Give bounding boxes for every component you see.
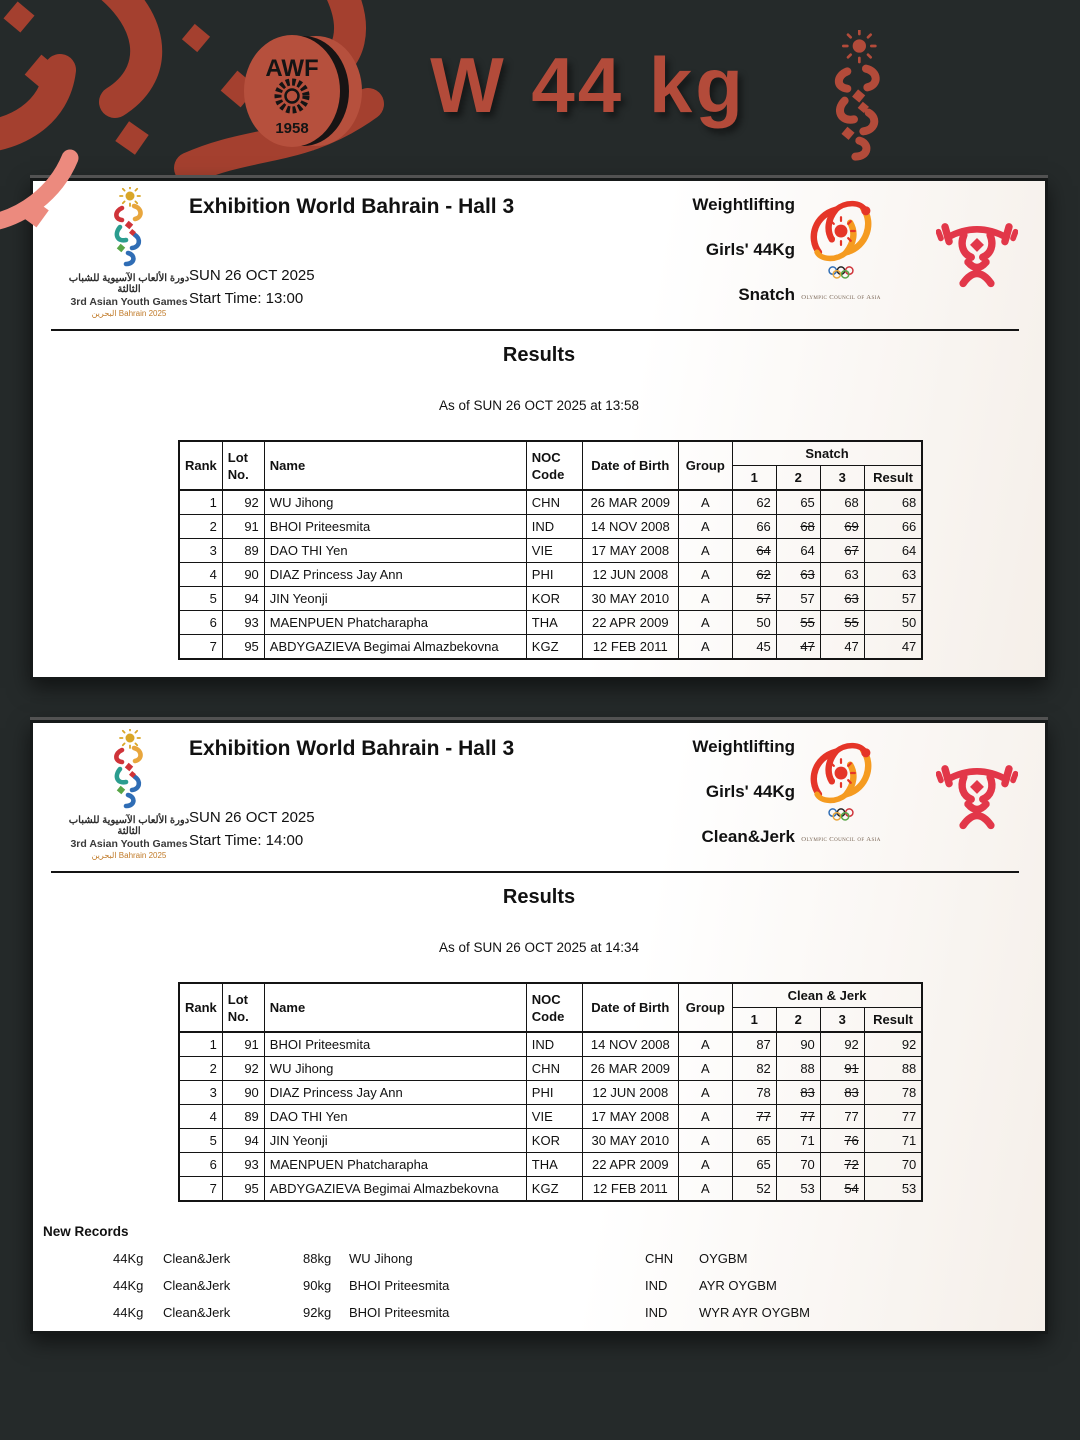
- dob-cell: 17 MAY 2008: [582, 539, 678, 563]
- noc-cell: PHI: [526, 1081, 582, 1105]
- phase-label: Snatch: [738, 285, 795, 304]
- header-divider: [51, 329, 1019, 331]
- dob-cell: 12 JUN 2008: [582, 563, 678, 587]
- attempt-cell-1: 57: [732, 587, 776, 611]
- header-band: [0, 0, 1080, 178]
- record-records: WYR AYR OYGBM: [699, 1305, 810, 1320]
- results-sheet-cleanjerk: [30, 720, 1048, 1334]
- games-caption-sub: البحرين Bahrain 2025: [91, 851, 167, 860]
- record-records: AYR OYGBM: [699, 1278, 777, 1293]
- col-header-attempt-3: 3: [820, 466, 864, 491]
- result-cell: 47: [864, 635, 922, 660]
- attempt-cell-1: 87: [732, 1032, 776, 1057]
- sport-label: Weightlifting: [692, 737, 795, 756]
- attempt-cell-3: 68: [820, 490, 864, 515]
- name-cell: BHOI Priteesmita: [264, 515, 526, 539]
- lot-cell: 90: [222, 1081, 264, 1105]
- attempt-cell-1: 82: [732, 1057, 776, 1081]
- attempt-cell-3: 63: [820, 587, 864, 611]
- result-cell: 50: [864, 611, 922, 635]
- result-cell: 88: [864, 1057, 922, 1081]
- table-row: [179, 1032, 922, 1057]
- name-cell: MAENPUEN Phatcharapha: [264, 1153, 526, 1177]
- attempt-cell-3: 69: [820, 515, 864, 539]
- dob-cell: 30 MAY 2010: [582, 587, 678, 611]
- record-name: BHOI Priteesmita: [349, 1305, 450, 1320]
- attempt-cell-3: 91: [820, 1057, 864, 1081]
- noc-cell: IND: [526, 1032, 582, 1057]
- oca-caption: Olympic Council of Asia: [801, 836, 881, 843]
- group-cell: A: [678, 587, 732, 611]
- name-cell: WU Jihong: [264, 490, 526, 515]
- sport-label: Weightlifting: [692, 195, 795, 214]
- record-name: WU Jihong: [349, 1251, 413, 1266]
- header-divider: [51, 871, 1019, 873]
- record-row: [113, 1278, 1045, 1293]
- col-header-dob: Date of Birth: [582, 983, 678, 1032]
- rank-cell: 2: [179, 515, 222, 539]
- col-header-lot: Lot No.: [222, 441, 264, 490]
- name-cell: DAO THI Yen: [264, 1105, 526, 1129]
- attempt-cell-2: 83: [776, 1081, 820, 1105]
- attempt-cell-2: 70: [776, 1153, 820, 1177]
- attempt-cell-1: 62: [732, 563, 776, 587]
- group-cell: A: [678, 1129, 732, 1153]
- name-cell: JIN Yeonji: [264, 587, 526, 611]
- col-header-group: Group: [678, 441, 732, 490]
- col-header-rank: Rank: [179, 983, 222, 1032]
- col-header-group: Group: [678, 983, 732, 1032]
- noc-cell: VIE: [526, 1105, 582, 1129]
- dob-cell: 14 NOV 2008: [582, 1032, 678, 1057]
- venue-title: Exhibition World Bahrain - Hall 3: [189, 737, 515, 760]
- rank-cell: 2: [179, 1057, 222, 1081]
- rank-cell: 6: [179, 1153, 222, 1177]
- group-cell: A: [678, 1057, 732, 1081]
- col-header-attempt-3: 3: [820, 1008, 864, 1033]
- event-label: Girls' 44Kg: [705, 240, 795, 259]
- name-cell: DAO THI Yen: [264, 539, 526, 563]
- rank-cell: 4: [179, 1105, 222, 1129]
- oca-caption: Olympic Council of Asia: [801, 294, 881, 301]
- attempt-cell-2: 53: [776, 1177, 820, 1202]
- results-table-cleanjerk: [178, 982, 923, 1202]
- dob-cell: 17 MAY 2008: [582, 1105, 678, 1129]
- attempt-cell-1: 65: [732, 1129, 776, 1153]
- col-header-lot: Lot No.: [222, 983, 264, 1032]
- table-row: [179, 1177, 922, 1202]
- event-date: SUN 26 OCT 2025: [189, 809, 315, 826]
- table-row: [179, 635, 922, 660]
- weight-class-title: W 44 kg: [430, 41, 746, 129]
- lot-cell: 93: [222, 611, 264, 635]
- record-weight-class: 44Kg: [113, 1278, 144, 1293]
- col-header-result: Result: [864, 466, 922, 491]
- col-header-attempt-2: 2: [776, 466, 820, 491]
- results-table-snatch: [178, 440, 923, 660]
- weightlifter-pictogram-icon: [936, 749, 1018, 838]
- start-time: Start Time: 14:00: [189, 832, 304, 849]
- name-cell: DIAZ Princess Jay Ann: [264, 1081, 526, 1105]
- results-title: Results: [502, 886, 576, 908]
- lot-cell: 89: [222, 539, 264, 563]
- attempt-cell-1: 78: [732, 1081, 776, 1105]
- dob-cell: 30 MAY 2010: [582, 1129, 678, 1153]
- col-header-attempt-2: 2: [776, 1008, 820, 1033]
- group-cell: A: [678, 1153, 732, 1177]
- record-noc: CHN: [645, 1251, 674, 1266]
- table-row: [179, 539, 922, 563]
- record-row: [113, 1251, 1045, 1266]
- attempt-cell-1: 50: [732, 611, 776, 635]
- lot-cell: 91: [222, 1032, 264, 1057]
- table-row: [179, 1057, 922, 1081]
- attempt-cell-3: 83: [820, 1081, 864, 1105]
- attempt-cell-2: 47: [776, 635, 820, 660]
- col-header-lift: Snatch: [732, 441, 922, 466]
- oca-logo: [791, 737, 891, 843]
- table-row: [179, 1153, 922, 1177]
- col-header-name: Name: [264, 983, 526, 1032]
- awf-text: AWF: [265, 55, 319, 82]
- as-of-timestamp: As of SUN 26 OCT 2025 at 14:34: [438, 940, 640, 955]
- record-row: [113, 1305, 1045, 1320]
- record-weight: 88kg: [303, 1251, 332, 1266]
- result-cell: 68: [864, 490, 922, 515]
- attempt-cell-2: 55: [776, 611, 820, 635]
- col-header-noc: NOC Code: [526, 983, 582, 1032]
- noc-cell: IND: [526, 515, 582, 539]
- group-cell: A: [678, 490, 732, 515]
- result-cell: 66: [864, 515, 922, 539]
- new-records-section: [33, 1224, 1045, 1320]
- dob-cell: 12 FEB 2011: [582, 1177, 678, 1202]
- lot-cell: 95: [222, 635, 264, 660]
- record-weight: 90kg: [303, 1278, 332, 1293]
- col-header-noc: NOC Code: [526, 441, 582, 490]
- record-lift: Clean&Jerk: [163, 1251, 231, 1266]
- games-caption-english: 3rd Asian Youth Games: [70, 838, 188, 850]
- lot-cell: 92: [222, 490, 264, 515]
- asian-youth-games-mark-icon: [818, 30, 898, 166]
- event-date: SUN 26 OCT 2025: [189, 267, 315, 284]
- col-header-result: Result: [864, 1008, 922, 1033]
- group-cell: A: [678, 515, 732, 539]
- results-sheet-snatch: [30, 178, 1048, 680]
- record-lift: Clean&Jerk: [163, 1305, 231, 1320]
- dob-cell: 26 MAR 2009: [582, 490, 678, 515]
- weightlifter-pictogram-icon: [936, 207, 1018, 296]
- attempt-cell-1: 77: [732, 1105, 776, 1129]
- col-header-attempt-1: 1: [732, 1008, 776, 1033]
- lot-cell: 95: [222, 1177, 264, 1202]
- awf-logo: [236, 32, 364, 150]
- oca-emblem-icon: [795, 195, 887, 291]
- record-noc: IND: [645, 1305, 668, 1320]
- attempt-cell-3: 54: [820, 1177, 864, 1202]
- name-cell: ABDYGAZIEVA Begimai Almazbekovna: [264, 1177, 526, 1202]
- sheet-header: [33, 181, 1045, 329]
- attempt-cell-3: 76: [820, 1129, 864, 1153]
- noc-cell: VIE: [526, 539, 582, 563]
- rank-cell: 1: [179, 1032, 222, 1057]
- attempt-cell-1: 52: [732, 1177, 776, 1202]
- table-row: [179, 490, 922, 515]
- name-cell: ABDYGAZIEVA Begimai Almazbekovna: [264, 635, 526, 660]
- result-cell: 71: [864, 1129, 922, 1153]
- dob-cell: 12 FEB 2011: [582, 635, 678, 660]
- name-cell: BHOI Priteesmita: [264, 1032, 526, 1057]
- attempt-cell-2: 71: [776, 1129, 820, 1153]
- attempt-cell-2: 64: [776, 539, 820, 563]
- lot-cell: 91: [222, 515, 264, 539]
- attempt-cell-2: 57: [776, 587, 820, 611]
- noc-cell: PHI: [526, 563, 582, 587]
- as-of-timestamp: As of SUN 26 OCT 2025 at 13:58: [438, 398, 640, 413]
- rank-cell: 6: [179, 611, 222, 635]
- result-cell: 63: [864, 563, 922, 587]
- name-cell: WU Jihong: [264, 1057, 526, 1081]
- attempt-cell-1: 65: [732, 1153, 776, 1177]
- group-cell: A: [678, 563, 732, 587]
- venue-title: Exhibition World Bahrain - Hall 3: [189, 195, 515, 218]
- games-caption-arabic: دورة الألعاب الآسيوية للشباب الثالثة: [68, 815, 190, 837]
- dob-cell: 22 APR 2009: [582, 1153, 678, 1177]
- record-name: BHOI Priteesmita: [349, 1278, 450, 1293]
- result-cell: 57: [864, 587, 922, 611]
- attempt-cell-3: 47: [820, 635, 864, 660]
- attempt-cell-2: 68: [776, 515, 820, 539]
- table-row: [179, 587, 922, 611]
- group-cell: A: [678, 539, 732, 563]
- lot-cell: 94: [222, 587, 264, 611]
- dob-cell: 12 JUN 2008: [582, 1081, 678, 1105]
- attempt-cell-2: 77: [776, 1105, 820, 1129]
- rank-cell: 1: [179, 490, 222, 515]
- col-header-dob: Date of Birth: [582, 441, 678, 490]
- record-noc: IND: [645, 1278, 668, 1293]
- col-header-lift: Clean & Jerk: [732, 983, 922, 1008]
- group-cell: A: [678, 1105, 732, 1129]
- noc-cell: KOR: [526, 1129, 582, 1153]
- table-row: [179, 1105, 922, 1129]
- attempt-cell-3: 63: [820, 563, 864, 587]
- name-cell: JIN Yeonji: [264, 1129, 526, 1153]
- attempt-cell-1: 45: [732, 635, 776, 660]
- col-header-name: Name: [264, 441, 526, 490]
- attempt-cell-3: 92: [820, 1032, 864, 1057]
- table-row: [179, 515, 922, 539]
- noc-cell: CHN: [526, 1057, 582, 1081]
- group-cell: A: [678, 1032, 732, 1057]
- dob-cell: 22 APR 2009: [582, 611, 678, 635]
- table-row: [179, 1129, 922, 1153]
- table-row: [179, 563, 922, 587]
- record-records: OYGBM: [699, 1251, 748, 1266]
- attempt-cell-2: 65: [776, 490, 820, 515]
- table-row: [179, 611, 922, 635]
- lot-cell: 93: [222, 1153, 264, 1177]
- attempt-cell-3: 67: [820, 539, 864, 563]
- rank-cell: 7: [179, 635, 222, 660]
- result-cell: 53: [864, 1177, 922, 1202]
- noc-cell: CHN: [526, 490, 582, 515]
- lot-cell: 90: [222, 563, 264, 587]
- games-caption-sub: البحرين Bahrain 2025: [91, 309, 167, 318]
- sheet-header: [33, 723, 1045, 871]
- attempt-cell-3: 72: [820, 1153, 864, 1177]
- rank-cell: 4: [179, 563, 222, 587]
- group-cell: A: [678, 1177, 732, 1202]
- attempt-cell-3: 55: [820, 611, 864, 635]
- attempt-cell-2: 88: [776, 1057, 820, 1081]
- name-cell: MAENPUEN Phatcharapha: [264, 611, 526, 635]
- noc-cell: KGZ: [526, 635, 582, 660]
- result-cell: 70: [864, 1153, 922, 1177]
- record-weight: 92kg: [303, 1305, 332, 1320]
- lot-cell: 94: [222, 1129, 264, 1153]
- noc-cell: THA: [526, 1153, 582, 1177]
- name-cell: DIAZ Princess Jay Ann: [264, 563, 526, 587]
- asian-youth-games-logo: [61, 729, 197, 860]
- rank-cell: 7: [179, 1177, 222, 1202]
- group-cell: A: [678, 635, 732, 660]
- games-caption-arabic: دورة الألعاب الآسيوية للشباب الثالثة: [68, 273, 190, 295]
- record-weight-class: 44Kg: [113, 1251, 144, 1266]
- result-cell: 78: [864, 1081, 922, 1105]
- awf-year: 1958: [275, 120, 309, 137]
- record-weight-class: 44Kg: [113, 1305, 144, 1320]
- group-cell: A: [678, 1081, 732, 1105]
- rank-cell: 3: [179, 1081, 222, 1105]
- oca-logo: [791, 195, 891, 301]
- col-header-attempt-1: 1: [732, 466, 776, 491]
- games-emblem-icon: [98, 729, 160, 809]
- result-cell: 64: [864, 539, 922, 563]
- rank-cell: 3: [179, 539, 222, 563]
- dob-cell: 26 MAR 2009: [582, 1057, 678, 1081]
- phase-label: Clean&Jerk: [701, 827, 795, 846]
- oca-emblem-icon: [795, 737, 887, 833]
- lot-cell: 92: [222, 1057, 264, 1081]
- table-row: [179, 1081, 922, 1105]
- attempt-cell-3: 77: [820, 1105, 864, 1129]
- attempt-cell-1: 66: [732, 515, 776, 539]
- rank-cell: 5: [179, 587, 222, 611]
- new-records-title: New Records: [43, 1224, 129, 1239]
- noc-cell: THA: [526, 611, 582, 635]
- result-cell: 77: [864, 1105, 922, 1129]
- salmon-calligraphy-decoration: [0, 146, 126, 242]
- games-caption-english: 3rd Asian Youth Games: [70, 296, 188, 308]
- rank-cell: 5: [179, 1129, 222, 1153]
- attempt-cell-1: 64: [732, 539, 776, 563]
- start-time: Start Time: 13:00: [189, 290, 304, 307]
- noc-cell: KOR: [526, 587, 582, 611]
- results-title: Results: [502, 344, 576, 366]
- lot-cell: 89: [222, 1105, 264, 1129]
- attempt-cell-2: 63: [776, 563, 820, 587]
- event-label: Girls' 44Kg: [705, 782, 795, 801]
- dob-cell: 14 NOV 2008: [582, 515, 678, 539]
- noc-cell: KGZ: [526, 1177, 582, 1202]
- attempt-cell-1: 62: [732, 490, 776, 515]
- result-cell: 92: [864, 1032, 922, 1057]
- col-header-rank: Rank: [179, 441, 222, 490]
- group-cell: A: [678, 611, 732, 635]
- record-lift: Clean&Jerk: [163, 1278, 231, 1293]
- attempt-cell-2: 90: [776, 1032, 820, 1057]
